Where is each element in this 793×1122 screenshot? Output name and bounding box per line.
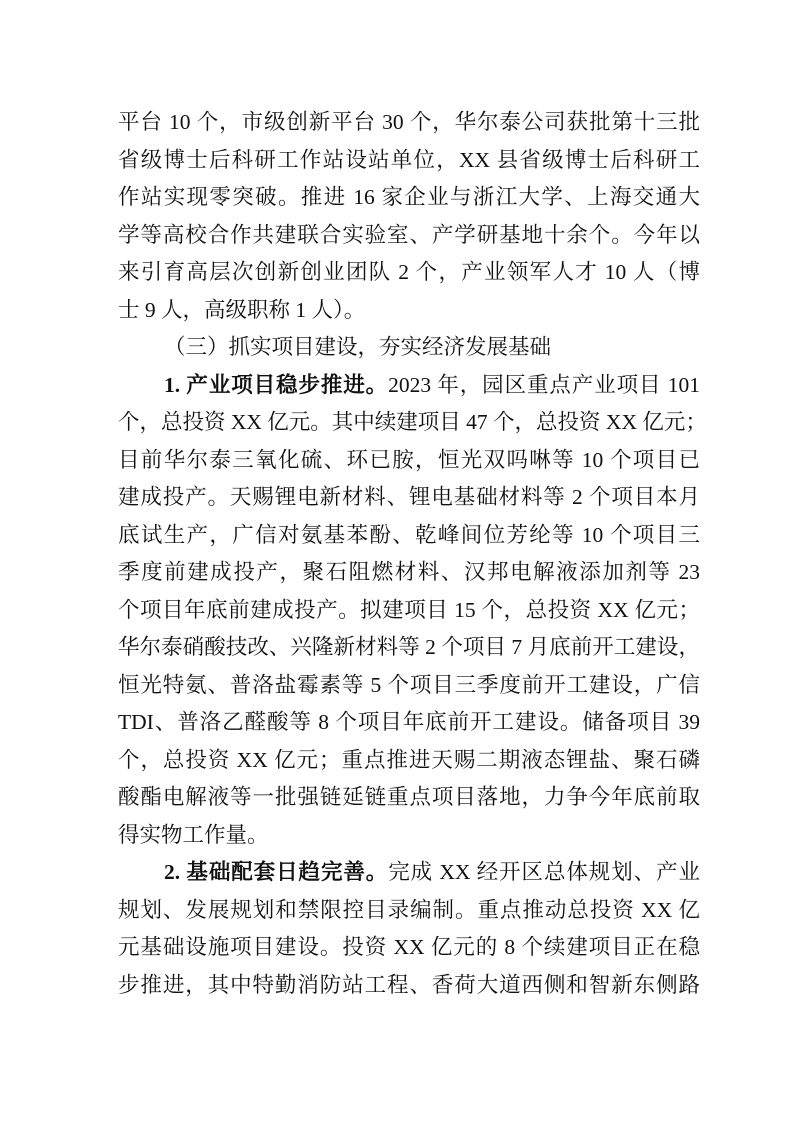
text-line: 得实物工作量。	[118, 822, 269, 847]
paragraph-infrastructure	[118, 854, 700, 1004]
text-line: 士 9 人，高级职称 1 人）。	[118, 297, 366, 322]
text-line: 步推进，其中特勤消防站工程、香荷大道西侧和智新东侧路	[118, 972, 700, 997]
text-line: 恒光特氨、普洛盐霉素等 5 个项目三季度前开工建设，广信	[118, 672, 700, 697]
text-line: 元基础设施项目建设。投资 XX 亿元的 8 个续建项目正在稳	[118, 935, 700, 959]
text-line: 规划、发展规划和禁限控目录编制。重点推动总投资 XX 亿	[118, 897, 700, 922]
text-line: 个，总投资 XX 亿元；重点推进天赐二期液态锂盐、聚石磷	[118, 747, 700, 772]
text-line	[118, 367, 700, 405]
text-line: 省级博士后科研工作站设站单位，XX 县省级博士后科研工	[118, 147, 700, 172]
document-page	[118, 104, 707, 1004]
text-line	[118, 854, 700, 892]
subheading-lead: 1. 产业项目稳步推进。	[164, 372, 389, 397]
text-line: 个项目年底前建成投产。拟建项目 15 个，总投资 XX 亿元；	[118, 597, 700, 622]
section-heading: （三）抓实项目建设，夯实经济发展基础	[164, 335, 552, 359]
text-line: 作站实现零突破。推进 16 家企业与浙江大学、上海交通大	[118, 185, 700, 209]
text-run: 完成 XX 经开区总体规划、产业	[388, 860, 700, 884]
text-line: 来引育高层次创新创业团队 2 个，产业领军人才 10 人（博	[118, 260, 700, 284]
text-line: 建成投产。天赐锂电新材料、锂电基础材料等 2 个项目本月	[118, 485, 700, 509]
text-line: TDI、普洛乙醛酸等 8 个项目年底前开工建设。储备项目 39	[118, 710, 700, 734]
text-line: 目前华尔泰三氧化硫、环已胺，恒光双吗啉等 10 个项目已	[118, 447, 700, 472]
text-line: 季度前建成投产，聚石阻燃材料、汉邦电解液添加剂等 23	[118, 560, 700, 584]
text-line: 平台 10 个，市级创新平台 30 个，华尔泰公司获批第十三批	[118, 110, 700, 134]
text-line: 个，总投资 XX 亿元。其中续建项目 47 个，总投资 XX 亿元；	[118, 410, 707, 434]
paragraph-industry-projects	[118, 367, 707, 855]
text-run: 2023 年，园区重点产业项目 101	[388, 372, 700, 397]
text-line: 酸酯电解液等一批强链延链重点项目落地，力争今年底前取	[118, 785, 700, 809]
text-line: 华尔泰硝酸技改、兴隆新材料等 2 个项目 7 月底前开工建设，	[118, 635, 700, 659]
paragraph-talent	[118, 104, 700, 329]
text-line: 学等高校合作共建联合实验室、产学研基地十余个。今年以	[118, 222, 700, 247]
subheading-lead: 2. 基础配套日趋完善。	[164, 860, 389, 884]
text-line: 底试生产，广信对氨基苯酚、乾峰间位芳纶等 10 个项目三	[118, 522, 700, 547]
